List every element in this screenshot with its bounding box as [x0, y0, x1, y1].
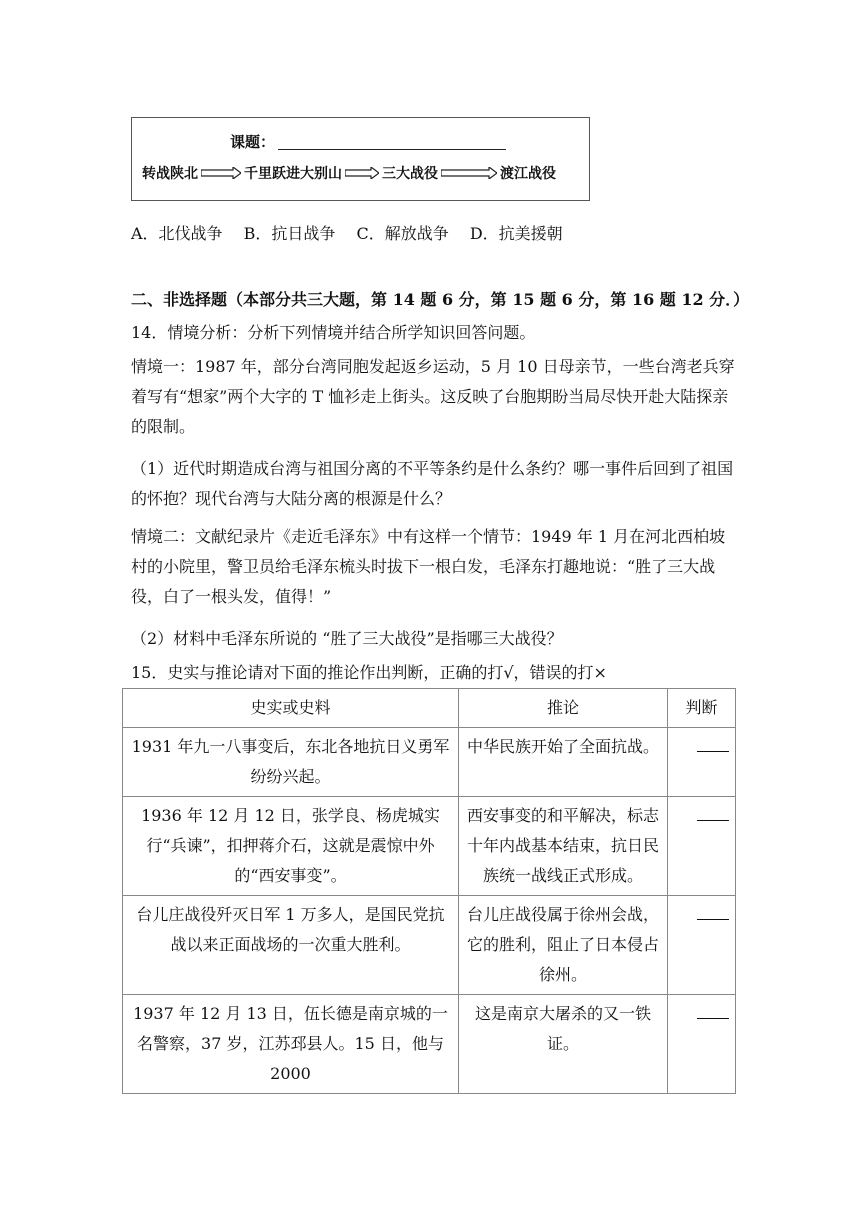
judgement-cell [668, 728, 736, 797]
inference-cell: 这是南京大屠杀的又一铁证。 [459, 995, 668, 1094]
answer-blank[interactable] [697, 1000, 729, 1019]
table-row [123, 728, 736, 797]
answer-blank[interactable] [697, 733, 729, 752]
q14-question2: （2）材料中毛泽东所说的 “胜了三大战役”是指哪三大战役？ [131, 629, 563, 648]
flow-step: 转战陕北 [142, 166, 198, 182]
table-row [123, 995, 736, 1094]
header-judgement: 判断 [668, 689, 736, 728]
topic-blank [278, 149, 506, 150]
flow-step: 千里跃进大别山 [244, 166, 342, 182]
header-inference: 推论 [459, 689, 668, 728]
q14-scene1: 情境一：1987 年，部分台湾同胞发起返乡运动，5 月 10 日母亲节，一些台湾老兵穿着写有“想家”两个大字的 T 恤衫走上街头。这反映了台胞期盼当局尽快开赴大陆探亲的限制。 [131, 357, 735, 436]
q14-question1: （1）近代时期造成台湾与祖国分离的不平等条约是什么条约？哪一事件后回到了祖国的怀抱？现代台湾与大陆分离的根源是什么？ [131, 459, 734, 508]
topic-label: 课题： [230, 133, 276, 151]
answer-blank[interactable] [697, 802, 729, 821]
inference-cell: 中华民族开始了全面抗战。 [459, 728, 668, 797]
arrow-icon [201, 167, 241, 179]
q15-table [122, 688, 736, 1094]
arrow-icon [441, 167, 497, 179]
arrow-icon [345, 167, 379, 179]
answer-options: A．北伐战争 B．抗日战争 C．解放战争 D．抗美援朝 [131, 224, 563, 243]
q14-title: 14．情境分析：分析下列情境并结合所学知识回答问题。 [131, 323, 536, 342]
inference-cell: 西安事变的和平解决，标志十年内战基本结束，抗日民族统一战线正式形成。 [459, 797, 668, 896]
table-row [123, 797, 736, 896]
fact-cell: 1936 年 12 月 12 日，张学良、杨虎城实行“兵谏”，扣押蒋介石，这就是震惊中外的“西安事变”。 [123, 797, 459, 896]
answer-blank[interactable] [697, 901, 729, 920]
table-header [123, 689, 736, 728]
section-title: 二、非选择题（本部分共三大题，第 14 题 6 分，第 15 题 6 分，第 16 题 12 分．） [131, 290, 750, 309]
fact-cell: 1937 年 12 月 13 日，伍长德是南京城的一名警察，37 岁，江苏邳县人。15 日，他与 2000 [123, 995, 459, 1094]
header-fact: 史实或史料 [123, 689, 459, 728]
campaign-flow [142, 163, 556, 183]
judgement-cell [668, 797, 736, 896]
judgement-cell [668, 995, 736, 1094]
topic-diagram [131, 117, 590, 201]
flow-step: 渡江战役 [500, 166, 556, 182]
q14-scene2: 情境二：文献纪录片《走近毛泽东》中有这样一个情节：1949 年 1 月在河北西柏坡村的小院里，警卫员给毛泽东梳头时拔下一根白发，毛泽东打趣地说：“胜了三大战役，白了一根头发，值得！” [131, 527, 726, 606]
fact-cell: 1931 年九一八事变后，东北各地抗日义勇军纷纷兴起。 [123, 728, 459, 797]
flow-step: 三大战役 [382, 166, 438, 182]
table-row [123, 896, 736, 995]
judgement-cell [668, 896, 736, 995]
q15-title: 15．史实与推论请对下面的推论作出判断，正确的打√，错误的打× [131, 663, 607, 682]
inference-cell: 台儿庄战役属于徐州会战，它的胜利，阻止了日本侵占徐州。 [459, 896, 668, 995]
fact-cell: 台儿庄战役歼灭日军 1 万多人，是国民党抗战以来正面战场的一次重大胜利。 [123, 896, 459, 995]
